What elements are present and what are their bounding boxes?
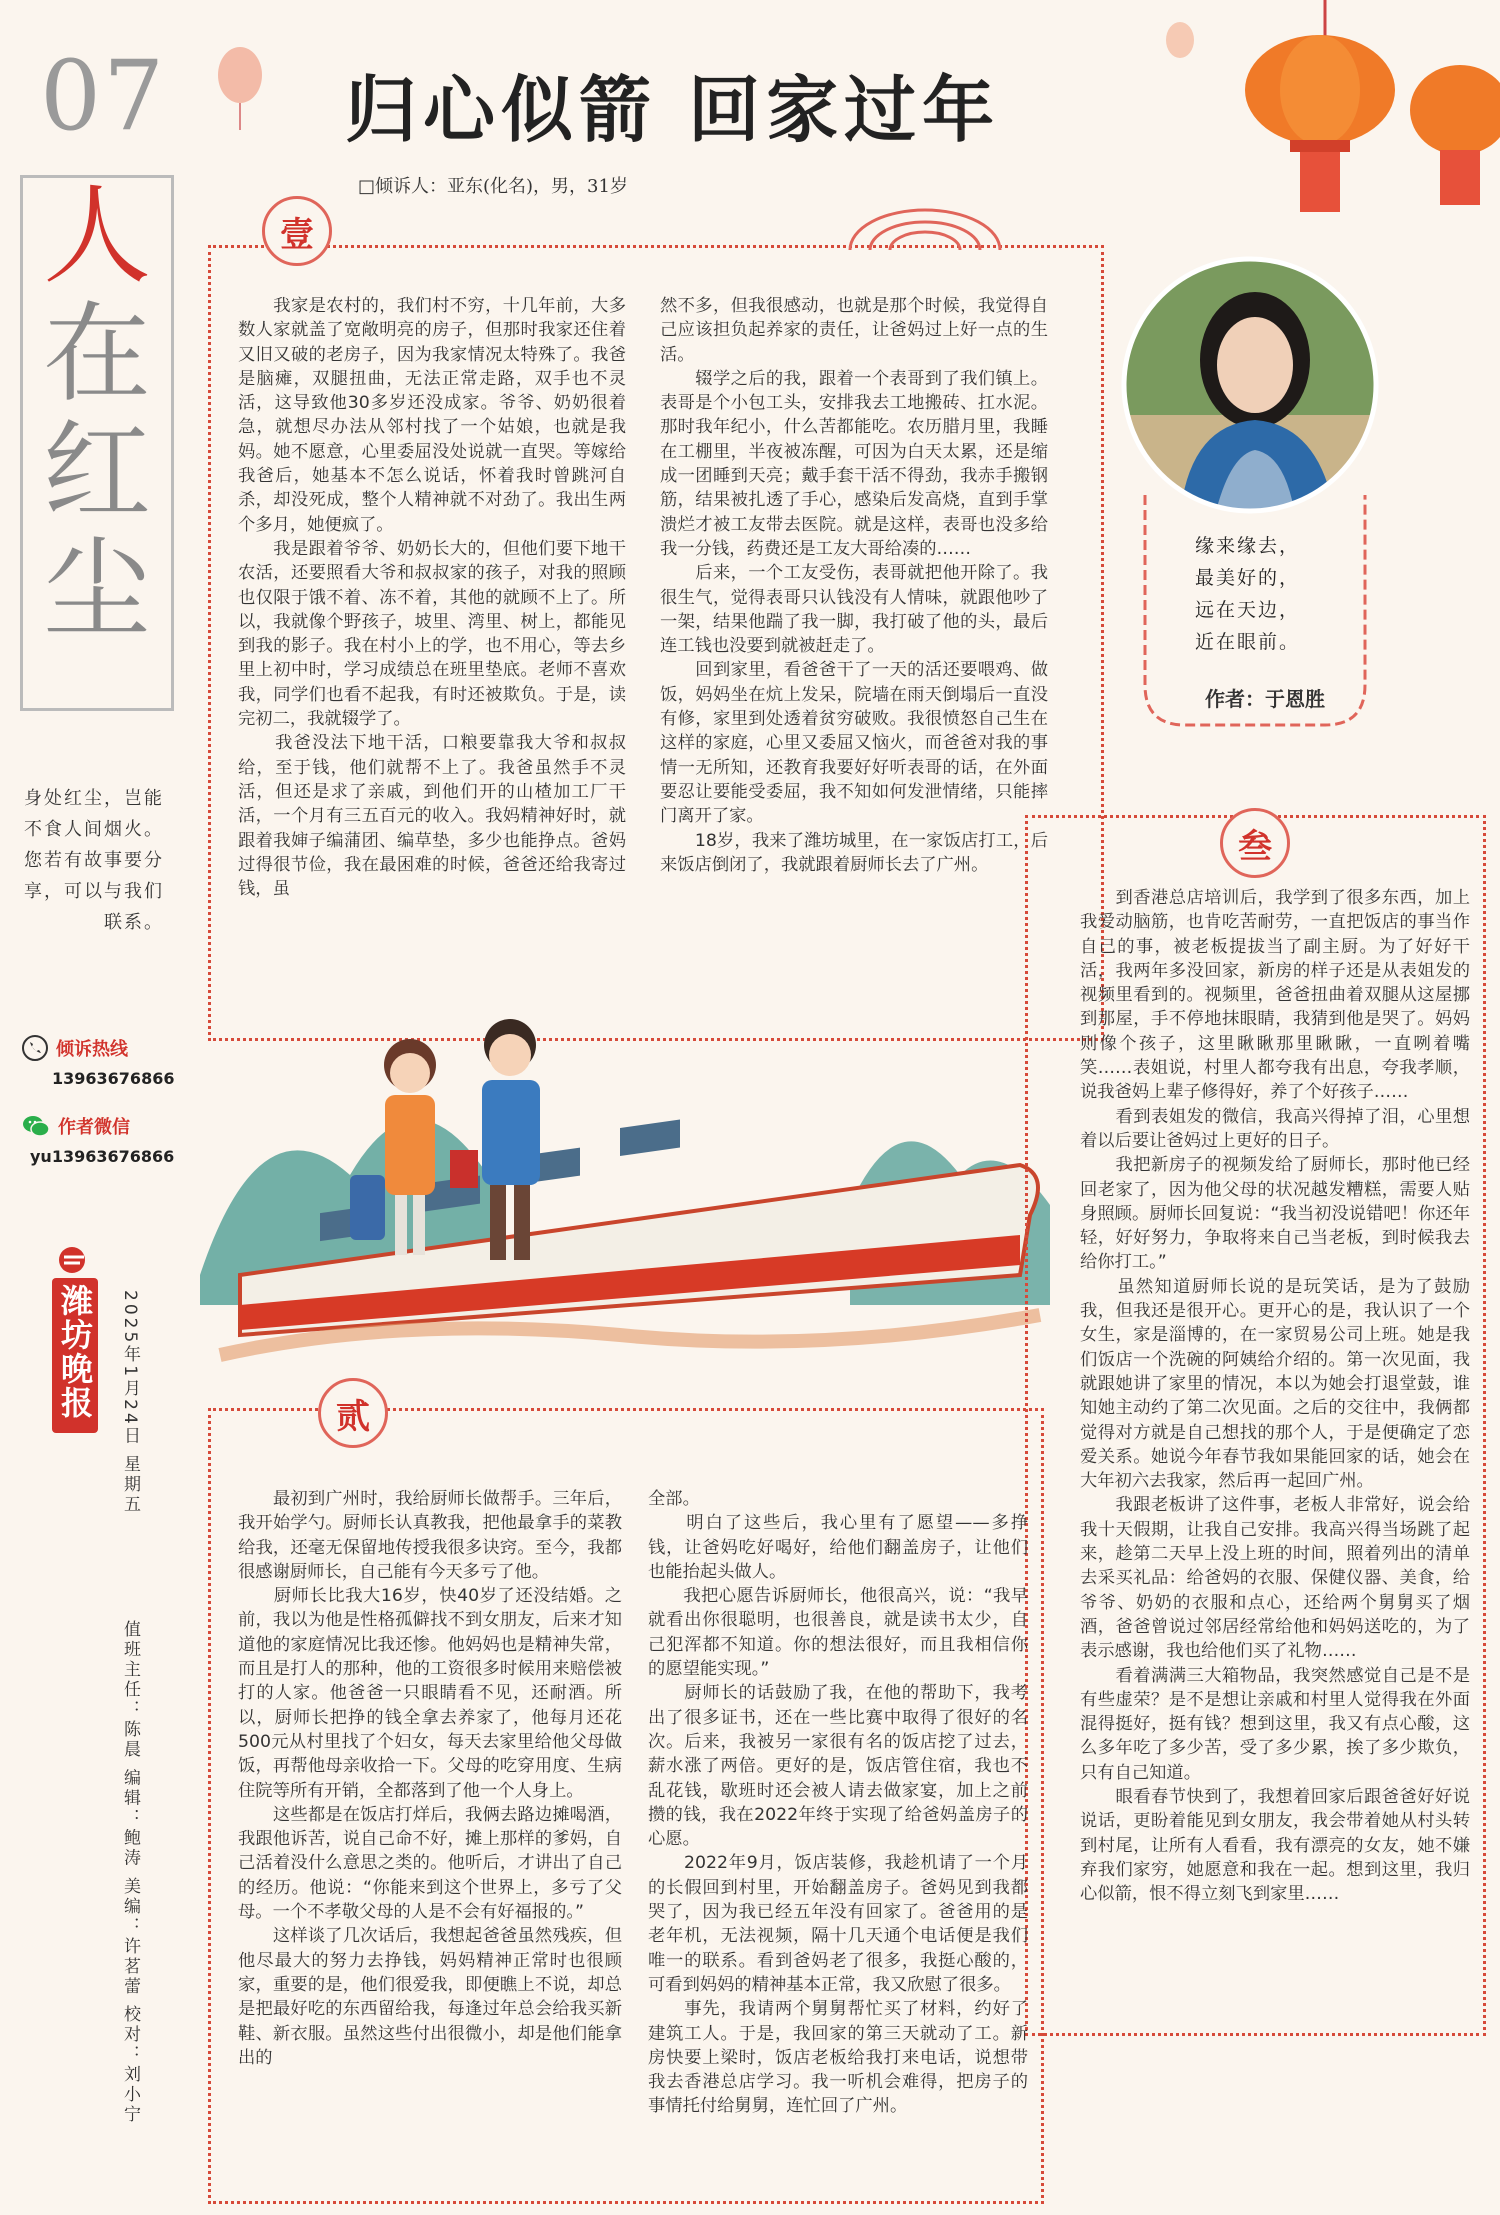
section-three-mark: 叁: [1220, 808, 1290, 878]
article-title: 归心似箭 回家过年: [345, 67, 1001, 152]
lantern-icon: [205, 40, 275, 170]
wechat-block: [22, 1113, 182, 1166]
author-quote-line: 近在眼前。: [1195, 631, 1301, 653]
credits-line: 值班主任：陈晨 编辑：鲍涛 美编：许茗蕾 校对：刘小宁: [120, 1620, 140, 2126]
section-two-text-left: 最初到广州时，我给厨师长做帮手。三年后，我开始学勺。厨师长认真教我，把他最拿手的菜教给我，还毫无保留地传授我很多诀窍。至今，我都很感谢厨师长，自己能有今天多亏了他。 厨师长比我大16岁，快40岁了还没结婚。之前，我以为他是性格孤僻找不到女朋友，后来才知道他的家庭情况比我还惨。他妈妈也是精神失常，而且是打人的那种，他的工资很多时候用来赔偿被打的人家。他爸爸一只眼睛看不见，还耐酒。所以，厨师长把挣的钱全拿去养家了，他每月还花500元从村里找了个妇女，每天去家里给他父母做饭，再帮他母亲收拾一下。父母的吃穿用度、生病住院等所有开销，全都落到了他一个人身上。 这些都是在饭店打烊后，我俩去路边摊喝酒，我跟他诉苦，说自己命不好，摊上那样的爹妈，自己活着没什么意思之类的。他听后，才讲出了自己的经历。他说：“你能来到这个世界上，多亏了父母。一个不孝敬父母的人是不会有好福报的。” 这样谈了几次话后，我想起爸爸虽然残疾，但他尽最大的努力去挣钱，妈妈精神正常时也很顾家，重要的是，他们很爱我，即便瞧上不说，却总是把最好吃的东西留给我，每逢过年总会给我买新鞋、新衣服。虽然这些付出很微小，却是他们能拿出的: [238, 1489, 622, 2068]
date-line: 2025年1月24日 星期五: [120, 1290, 140, 1516]
column-name-char: 人: [42, 174, 151, 299]
section-two-mark: 贰: [318, 1378, 388, 1448]
section-three-text: 到香港总店培训后，我学到了很多东西，加上我爱动脑筋，也肯吃苦耐劳，一直把饭店的事当作自己的事，被老板提拔当了副主厨。为了好好干活，我两年多没回家，新房的样子还是从表姐发的视频里看到的。视频里，爸爸扭曲着双腿从这屋挪到那屋，手不停地抹眼睛，我猜到他是哭了。妈妈则像个孩子，这里瞅瞅那里瞅瞅，一直咧着嘴笑……表姐说，村里人都夸我有出息，夸我孝顺，说我爸妈上辈子修得好，养了个好孩子…… 看到表姐发的微信，我高兴得掉了泪，心里想着以后要让爸妈过上更好的日子。 我把新房子的视频发给了厨师长，那时他已经回老家了，因为他父母的状况越发糟糕，需要人贴身照顾。厨师长回复说：“我当初没说错吧！你还年轻，好好努力，争取将来自己当老板，到时候我去给你打工。” 虽然知道厨师长说的是玩笑话，是为了鼓励我，但我还是很开心。更开心的是，我认识了一个女生，家是淄博的，在一家贸易公司上班。她是我们饭店一个洗碗的阿姨给介绍的。第一次见面，我就跟她讲了家里的情况，本以为她会打退堂鼓，谁知她主动约了第二次见面。之后的交往中，我俩都觉得对方就是自己想找的那个人，于是便确定了恋爱关系。她说今年春节我如果能回家的话，她会在大年初六去我家，然后再一起回广州。 我跟老板讲了这件事，老板人非常好，说会给我十天假期，让我自己安排。我高兴得当场跳了起来，趁第二天早上没上班的时间，照着列出的清单去采买礼品：给爸妈的衣服、保健仪器、美食，给爷爷、奶奶的衣服和点心，还给两个舅舅买了烟酒，爸爸曾说过邻居经常给他和妈妈送吃的，为了表示感谢，我也给他们买了礼物…… 看着满满三大箱物品，我突然感觉自己是不是有些虚荣？是不是想让亲戚和村里人觉得我在外面混得挺好，挺有钱？想到这里，我又有点心酸，这么多年吃了多少苦，受了多少累，挨了多少欺负，只有自己知道。 眼看春节快到了，我想着回家后跟爸爸好好说说话，更盼着能见到女朋友，我会带着她从村头转到村尾，让所有人看看，我有漂亮的女友，她不嫌弃我们家穷，她愿意和我在一起。想到这里，我归心似箭，恨不得立刻飞到家里……: [1080, 888, 1470, 1905]
column-name-char: 在: [42, 292, 151, 417]
column-name-char: 尘: [42, 528, 151, 653]
section-one-mark: 壹: [262, 196, 332, 266]
author-quote-line: 缘来缘去，: [1195, 535, 1301, 557]
hotline-number[interactable]: 13963676866: [52, 1069, 175, 1088]
hotline-label: 倾诉热线: [56, 1039, 128, 1060]
author-photo: [1120, 255, 1380, 515]
page-number: 07: [40, 40, 167, 152]
section-one-text-right: 然不多，但我很感动，也就是那个时候，我觉得自己应该担负起养家的责任，让爸妈过上好一点的生活。 辍学之后的我，跟着一个表哥到了我们镇上。表哥是个小包工头，安排我去工地搬砖、扛水泥。那时我年纪小，什么苦都能吃。农历腊月里，我睡在工棚里，半夜被冻醒，可因为白天太累，还是缩成一团睡到天亮；戴手套干活不得劲，我赤手搬钢筋，结果被扎透了手心，感染后发高烧，直到手掌溃烂才被工友带去医院。就是这样，表哥也没多给我一分钱，药费还是工友大哥给凑的…… 后来，一个工友受伤，表哥就把他开除了。我很生气，觉得表哥只认钱没有人情味，就跟他吵了一架，结果他踹了我一脚，我打破了他的头，最后连工钱也没要到就被赶走了。 回到家里，看爸爸干了一天的活还要喂鸡、做饭，妈妈坐在炕上发呆，院墙在雨天倒塌后一直没有修，家里到处透着贫穷破败。我很愤怒自己生在这样的家庭，心里又委屈又恼火，而爸爸对我的事情一无所知，还教育我要好好听表哥的话，在外面要忍让要能受委屈，我不知如何发泄情绪，只能摔门离开了家。 18岁，我来了潍坊城里，在一家饭店打工，后来饭店倒闭了，我就跟着厨师长去了广州。: [660, 296, 1048, 875]
sidebar-note: 身处红尘，岂能不食人间烟火。您若有故事要分享，可以与我们联系。: [24, 788, 164, 933]
newspaper-brand: [52, 1278, 98, 1433]
lanterns-decoration-icon: [1150, 0, 1500, 240]
wechat-label: 作者微信: [58, 1117, 130, 1138]
wechat-id[interactable]: yu13963676866: [30, 1147, 175, 1166]
column-name-box: [20, 175, 174, 711]
newspaper-logo-icon: [50, 1245, 110, 1275]
narrator-line: □倾诉人：亚东(化名)，男，31岁: [358, 176, 628, 197]
cloud-ornament-icon: [840, 205, 1010, 255]
newspaper-brand-text: 潍坊晚报: [56, 1284, 94, 1420]
author-name: 作者：于恩胜: [1205, 687, 1325, 711]
author-quote-line: 最美好的，: [1195, 567, 1301, 589]
phone-icon: [22, 1035, 48, 1061]
author-quote: [1195, 530, 1365, 658]
author-quote-line: 远在天边，: [1195, 599, 1301, 621]
column-name-char: 红: [42, 410, 151, 535]
train-illustration: [200, 975, 1050, 1405]
hotline-block: [22, 1035, 175, 1088]
wechat-icon: [22, 1114, 50, 1138]
section-two-text-right: 全部。 明白了这些后，我心里有了愿望——多挣钱，让爸妈吃好喝好，给他们翻盖房子，让他们也能抬起头做人。 我把心愿告诉厨师长，他很高兴，说：“我早就看出你很聪明，也很善良，就是读书太少，自己犯浑都不知道。你的想法很好，而且我相信你的愿望能实现。” 厨师长的话鼓励了我，在他的帮助下，我考出了很多证书，还在一些比赛中取得了很好的名次。后来，我被另一家很有名的饭店挖了过去，薪水涨了两倍。更好的是，饭店管住宿，我也不乱花钱，歇班时还会被人请去做家宴，加上之前攒的钱，我在2022年终于实现了给爸妈盖房子的心愿。 2022年9月，饭店装修，我趁机请了一个月的长假回到村里，开始翻盖房子。爸妈见到我都哭了，因为我已经五年没有回家了。爸爸用的是老年机，无法视频，隔十几天通个电话便是我们唯一的联系。看到爸妈老了很多，我挺心酸的，可看到妈妈的精神基本正常，我又欣慰了很多。 事先，我请两个舅舅帮忙买了材料，约好了建筑工人。于是，我回家的第三天就动了工。新房快要上梁时，饭店老板给我打来电话，说想带我去香港总店学习。我一听机会难得，把房子的事情托付给舅舅，连忙回了广州。: [648, 1489, 1028, 2117]
section-one-text-left: 我家是农村的，我们村不穷，十几年前，大多数人家就盖了宽敞明亮的房子，但那时我家还住着又旧又破的老房子，因为我家情况太特殊了。我爸是脑瘫，双腿扭曲，无法正常走路，双手也不灵活，这导致他30多岁还没成家。爷爷、奶奶很着急，就想尽办法从邻村找了一个姑娘，也就是我妈。她不愿意，心里委屈没处说就一直哭。等嫁给我爸后，她基本不怎么说话，怀着我时曾跳河自杀，却没死成，整个人精神就不对劲了。我出生两个多月，她便疯了。 我是跟着爷爷、奶奶长大的，但他们要下地干农活，还要照看大爷和叔叔家的孩子，对我的照顾也仅限于饿不着、冻不着，其他的就顾不上了。所以，我就像个野孩子，坡里、湾里、树上，都能见到我的影子。我在村小上的学，也不用心，等去乡里上初中时，学习成绩总在班里垫底。老师不喜欢我，同学们也看不起我，有时还被欺负。于是，读完初二，我就辍学了。 我爸没法下地干活，口粮要靠我大爷和叔叔给，至于钱，他们就帮不上了。我爸虽然手不灵活，但还是求了亲戚，到他们开的山楂加工厂干活，一个月有三五百元的收入。我妈精神好时，就跟着我婶子编蒲团、编草垫，多少也能挣点。爸妈过得很节俭，我在最困难的时候，爸爸还给我寄过钱，虽: [238, 296, 626, 900]
